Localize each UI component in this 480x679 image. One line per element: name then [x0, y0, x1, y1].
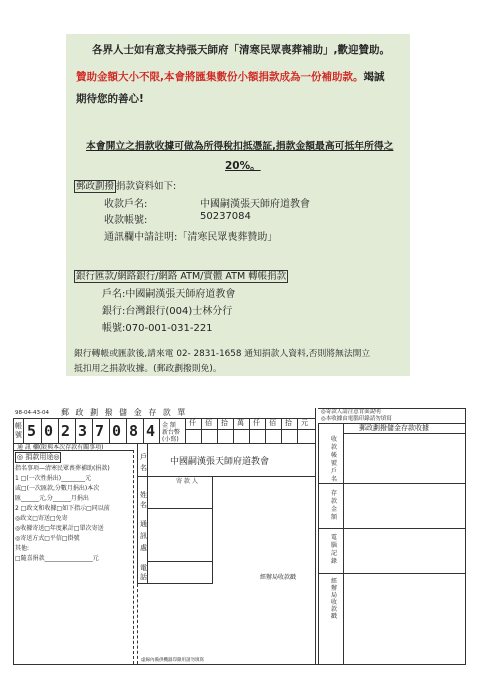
amount-lowercase-note: (小寫): [162, 436, 179, 443]
account-digit: 7: [95, 422, 105, 440]
postal-deposit-slip: [13, 408, 466, 668]
amount-currency: 新台幣: [162, 429, 181, 436]
option-4: 2 □政文和收據□如下指示□同以前: [15, 505, 110, 512]
notice-line-2: 贊助金額大小不限,本會將匯集數份小額捐款成為一份補助款。竭誠: [76, 71, 385, 83]
amount-unit-label: 拾: [221, 419, 228, 427]
unit-divider: [281, 418, 282, 443]
post-office-stamp-label: 經辦局收款戳: [260, 574, 297, 581]
account-name-label: 收款戶名:: [104, 199, 148, 210]
depositor-label: 寄 款 人: [176, 478, 198, 485]
memo-title: 通 訊 欄(限與本次存款有關事項): [17, 444, 104, 451]
unit-divider: [233, 418, 234, 443]
right-note-1: ◎寄款人請注意背面說明: [321, 409, 381, 415]
receipt-title: 郵政劃撥儲金存款收據: [359, 424, 429, 432]
option-3: 匯______元,分______月捐出: [15, 495, 89, 502]
amount-unit-label: 拾: [285, 419, 292, 427]
phone-label: 電話: [140, 564, 147, 581]
bank-account-name: 戶名:中國嗣漢張天師府道教會: [102, 289, 236, 300]
other-donation: □隨喜捐款________________元: [15, 555, 99, 562]
account-name: 中國嗣漢張天師府道教會: [200, 199, 310, 210]
digit-divider: [109, 418, 110, 443]
form-code: 98-04-43-04: [15, 410, 49, 416]
tax-note-line-1: 本會開立之捐款收據可做為所得稅扣抵憑証,捐款金額最高可抵年所得之: [86, 141, 394, 152]
account-digit: 3: [78, 422, 88, 440]
amount-unit-label: 佰: [269, 419, 276, 427]
digit-divider: [58, 418, 59, 443]
unit-divider: [217, 418, 218, 443]
account-no: 50237084: [200, 211, 251, 222]
tax-note-line-2: 20%。: [225, 160, 261, 172]
bottom-note: 虛線內備供機器印錄用請勿填寫: [141, 658, 204, 663]
amount-unit-label: 仟: [253, 419, 260, 427]
payee-label: 戶名: [140, 453, 147, 472]
amount-unit-label: 仟: [189, 419, 196, 427]
unit-divider: [201, 418, 202, 443]
footer-line-1: 銀行轉帳或匯款後,請來電 02- 2831-1658 通知捐款人資料,否則將無法開立: [74, 349, 371, 359]
memo-instruction: 通訊欄中請註明:「清寒民眾喪葬贊助」: [104, 232, 278, 243]
option-1: 1 □(一次性捐出)________元: [15, 475, 92, 482]
account-no-label: 收款帳號:: [104, 215, 148, 226]
receipt-stamp-label: 經辦局收款戳: [331, 578, 338, 620]
amount-unit-label: 佰: [205, 419, 212, 427]
unit-divider: [265, 418, 266, 443]
option-2: 或□(一次匯款,分數月捐出)本次: [15, 485, 100, 492]
receipt-record-label: 電腦記錄: [331, 534, 338, 565]
amount-unit-label: 萬: [237, 419, 244, 427]
account-digit: 0: [112, 422, 122, 440]
address-label: 通訊處: [140, 520, 147, 552]
option-6: ◎收據寄送□年度累計□單次寄送: [15, 525, 104, 532]
amount-unit-label: 元: [301, 419, 308, 427]
bank-name: 銀行:台灣銀行(004)士林分行: [102, 306, 233, 317]
other-label: 其他:: [15, 545, 30, 552]
right-note-2: ◎本收據由電腦印錄請勿填寫: [321, 416, 392, 422]
receipt-account-label: 收款帳號戶名: [331, 436, 338, 483]
account-digit: 2: [61, 422, 71, 440]
bank-account-number: 帳號:070-001-031-221: [102, 323, 213, 334]
purpose-text: 指名事項—清寒民眾喪葬補助(捐款): [15, 465, 110, 472]
option-5: ◎政文□寄送□免寄: [15, 515, 68, 522]
digit-divider: [126, 418, 127, 443]
unit-divider: [297, 418, 298, 443]
account-digit: 0: [44, 422, 54, 440]
account-digit: 4: [146, 422, 156, 440]
name-label: 姓名: [140, 491, 147, 509]
digit-divider: [92, 418, 93, 443]
account-digit: 8: [129, 422, 139, 440]
digit-divider: [75, 418, 76, 443]
receipt-amount-label: 存款金額: [331, 490, 338, 521]
bank-transfer-tag: 銀行匯款/網路銀行/網路 ATM/實體 ATM 轉帳捐款: [76, 271, 287, 282]
payee-name: 中國嗣漢張天師府道教會: [170, 457, 270, 467]
postal-tag: 郵政劃撥: [76, 181, 115, 192]
account-label: 帳號: [15, 422, 22, 439]
digit-divider: [143, 418, 144, 443]
option-7: ◎寄送方式□平信□掛號: [15, 535, 80, 542]
unit-header-line: [185, 429, 315, 430]
amount-label: 金 額: [162, 422, 176, 429]
notice-line-3: 期待您的善心!: [76, 93, 144, 105]
purpose-tag: ◎ 捐款用途◎: [17, 453, 60, 461]
footer-line-2: 抵扣用之捐款收據。(郵政劃撥則免)。: [74, 364, 222, 374]
notice-line-1: 各界人士如有意支持張天師府「清寒民眾喪葬補助」,歡迎贊助。: [92, 44, 390, 56]
slip-title: 郵 政 劃 撥 儲 金 存 款 單: [61, 408, 188, 417]
digit-divider: [41, 418, 42, 443]
unit-divider: [249, 418, 250, 443]
account-digit: 5: [27, 422, 37, 440]
postal-intro: 郵政劃撥 捐款資料如下:: [76, 181, 177, 192]
